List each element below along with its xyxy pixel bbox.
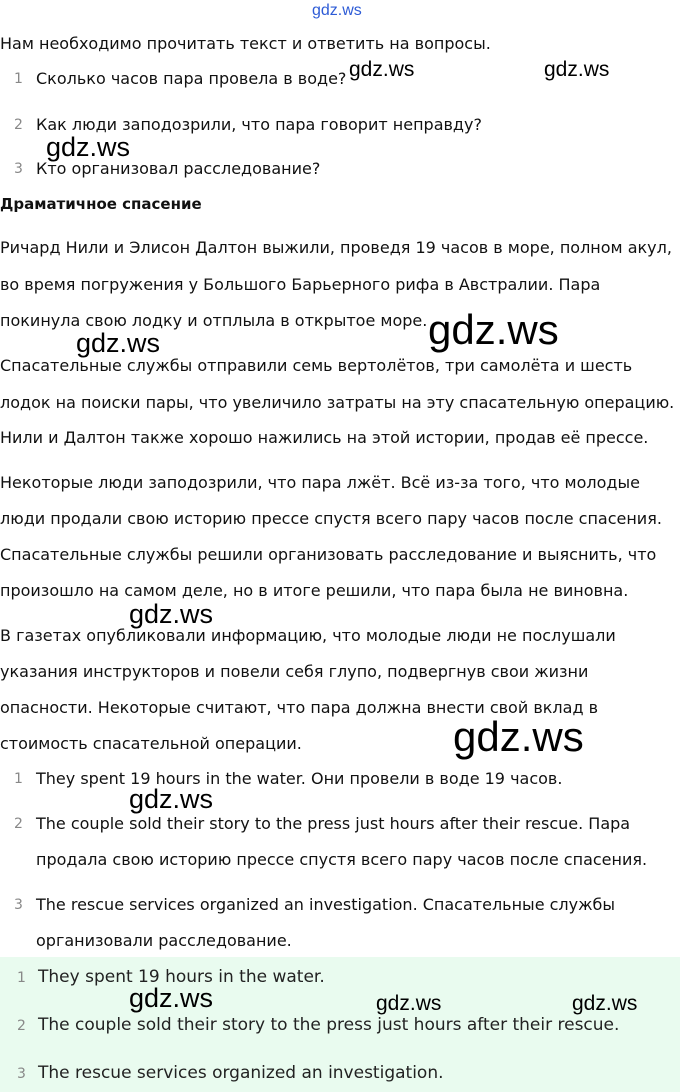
- watermark-top: gdz.ws: [312, 2, 362, 19]
- watermark: gdz.ws: [76, 328, 161, 358]
- watermark: gdz.ws: [453, 713, 584, 760]
- story-heading: Драматичное спасение: [0, 195, 202, 213]
- watermark: gdz.ws: [572, 992, 638, 1015]
- watermark: gdz.ws: [129, 599, 214, 629]
- translation-line: продала свою историю прессе спустя всего пару часов после спасения.: [36, 850, 648, 869]
- text-line: люди продали свою историю прессе спустя всего пару часов после спасения.: [0, 509, 662, 528]
- answer-item: The couple sold their story to the press just hours after their rescue.: [38, 1015, 620, 1035]
- text-line: Нили и Далтон также хорошо нажились на этой истории, продав её прессе.: [0, 428, 649, 447]
- text-line: во время погружения у Большого Барьерного рифа в Австралии. Пара: [0, 275, 601, 294]
- answer-number: 2: [17, 1018, 26, 1034]
- answer-item: The rescue services organized an investigation.: [38, 1063, 444, 1083]
- watermark: gdz.ws: [428, 306, 559, 353]
- text-line: Спасательные службы отправили семь вертолётов, три самолёта и шесть: [0, 356, 633, 375]
- watermark: gdz.ws: [129, 784, 214, 814]
- text-line: стоимость спасательной операции.: [0, 734, 302, 753]
- question-item: Кто организовал расследование?: [36, 159, 321, 178]
- translation-line: The rescue services organized an investigation. Спасательные службы: [36, 895, 616, 914]
- translation-line: They spent 19 hours in the water. Они провели в воде 19 часов.: [36, 769, 563, 788]
- translation-number: 2: [14, 816, 23, 832]
- text-line: указания инструкторов и повели себя глупо, подвергнув свои жизни: [0, 662, 589, 681]
- translation-line: организовали расследование.: [36, 931, 292, 950]
- text-line: покинула свою лодку и отплыла в открытое море.: [0, 311, 428, 330]
- question-item: Сколько часов пара провела в воде?: [36, 69, 347, 88]
- text-line: Некоторые люди заподозрили, что пара лжёт. Всё из-за того, что молодые: [0, 473, 640, 492]
- watermark: gdz.ws: [129, 983, 214, 1013]
- question-number: 1: [14, 71, 23, 87]
- text-line: произошло на самом деле, но в итоге решили, что пара была не виновна.: [0, 581, 629, 600]
- question-number: 3: [14, 161, 23, 177]
- answer-number: 3: [17, 1066, 26, 1082]
- watermark: gdz.ws: [376, 992, 442, 1015]
- watermark: gdz.ws: [46, 132, 131, 162]
- text-line: лодок на поиски пары, что увеличило затраты на эту спасательную операцию.: [0, 393, 675, 412]
- text-line: В газетах опубликовали информацию, что молодые люди не послушали: [0, 626, 616, 645]
- watermark: gdz.ws: [349, 58, 415, 81]
- answer-item: They spent 19 hours in the water.: [38, 967, 325, 987]
- text-line: опасности. Некоторые считают, что пара должна внести свой вклад в: [0, 698, 599, 717]
- question-number: 2: [14, 117, 23, 133]
- translation-number: 1: [14, 771, 23, 787]
- text-line: Ричард Нили и Элисон Далтон выжили, проведя 19 часов в море, полном акул,: [0, 238, 672, 257]
- answer-number: 1: [17, 970, 26, 986]
- translation-number: 3: [14, 897, 23, 913]
- intro-text: Нам необходимо прочитать текст и ответить на вопросы.: [0, 34, 491, 53]
- translation-line: The couple sold their story to the press just hours after their rescue. Пара: [36, 814, 631, 833]
- watermark: gdz.ws: [544, 58, 610, 81]
- text-line: Спасательные службы решили организовать расследование и выяснить, что: [0, 545, 657, 564]
- question-item: Как люди заподозрили, что пара говорит неправду?: [36, 115, 482, 134]
